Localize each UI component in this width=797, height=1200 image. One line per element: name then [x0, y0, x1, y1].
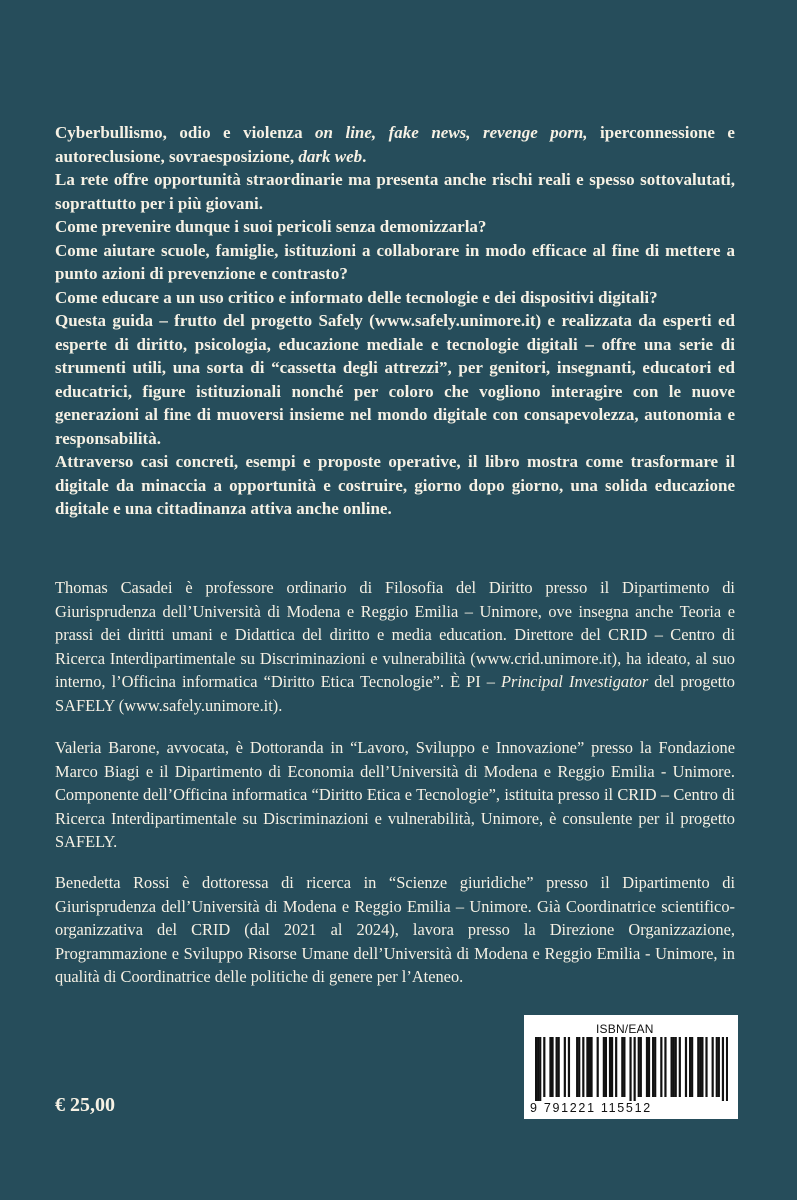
isbn-barcode-box: [524, 1015, 738, 1119]
barcode-bar: [564, 1037, 566, 1097]
text-run: Thomas Casadei è professore ordinario di Filosofia del Diritto presso il Dipartimento di Giurisprudenza dell’Università di Modena e Reggio Emilia – Unimore, ove insegna anche Teoria e prassi dei diritti umani e Didattica del diritto e media education. Direttore del CRID – Centro di Ricerca Interdipartimentale su Discriminazioni e vulnerabilità (www.crid.unimore.it), ha ideato, al suo interno, l’Officina informatica “Diritto Etica Tecnologie”. È PI –: [55, 578, 735, 691]
barcode-bar: [679, 1037, 681, 1097]
barcode-bar: [615, 1037, 617, 1097]
barcode-bar: [646, 1037, 648, 1097]
bio-rossi-text: Benedetta Rossi è dottoressa di ricerca in “Scienze giuridiche” presso il Dipartimento di Giurisprudenza dell’Università di Modena e Reggio Emilia – Unimore. Già Coordinatrice scientifico-organizzativa del CRID (dal 2021 al 2024), lavora presso la Direzione Organizzazione, Programmazione e Sviluppo Risorse Umane dell’Università di Modena e Reggio Emilia - Unimore, in qualità di Coordinatrice delle politiche di genere per l’Ateneo.: [55, 873, 735, 986]
barcode-bar: [582, 1037, 584, 1097]
barcode-bar: [588, 1037, 590, 1097]
italic-phrase: Principal Investigator: [501, 672, 649, 691]
italic-phrase: dark web: [298, 146, 363, 166]
barcode-bar: [640, 1037, 642, 1097]
barcode-bar: [664, 1037, 666, 1097]
text-run: Cyberbullismo, odio e violenza: [55, 123, 316, 142]
barcode-bar: [568, 1037, 570, 1097]
barcode-bar: [699, 1037, 701, 1097]
blurb-paragraph: Come aiutare scuole, famiglie, istituzioni a collaborare in modo efficace al fine di mettere a punto azioni di prevenzione e contrasto?: [55, 240, 735, 283]
barcode-bar: [652, 1037, 654, 1097]
barcode-bar: [629, 1037, 631, 1101]
author-bio-casadei: [55, 576, 735, 717]
barcode-bar: [726, 1037, 728, 1101]
text-run: .: [362, 146, 367, 166]
barcode-bar: [535, 1037, 537, 1101]
barcode-bar: [605, 1037, 607, 1097]
barcode-bar: [701, 1037, 703, 1097]
blurb-paragraph: La rete offre opportunità straordinarie ma presenta anche rischi reali e spesso sottovalutati, soprattutto per i più giovani.: [55, 170, 735, 213]
barcode-bar: [675, 1037, 677, 1097]
barcode-bar: [654, 1037, 656, 1097]
barcode-bar: [586, 1037, 588, 1097]
barcode-bar: [537, 1037, 539, 1101]
barcode-bar: [549, 1037, 551, 1097]
author-bio-rossi: [55, 871, 735, 989]
isbn-digits: 9 791221 115512: [530, 1101, 652, 1115]
price-label: € 25,00: [55, 1094, 115, 1116]
barcode-bar: [685, 1037, 687, 1097]
barcode-bar: [543, 1037, 545, 1097]
barcode-bar: [609, 1037, 611, 1097]
barcode-bar: [673, 1037, 675, 1097]
text-run: del progetto SAFELY (www.safely.unimore.it).: [55, 672, 735, 715]
isbn-label: ISBN/EAN: [596, 1022, 654, 1036]
barcode-bar: [539, 1037, 541, 1101]
barcode-bar: [718, 1037, 720, 1097]
barcode-bar: [590, 1037, 592, 1097]
barcode-bar: [671, 1037, 673, 1097]
author-bio-barone: [55, 736, 735, 854]
barcode-bar: [648, 1037, 650, 1097]
barcode-bar: [603, 1037, 605, 1097]
barcode-bar: [576, 1037, 578, 1097]
back-cover-blurb: [55, 121, 735, 521]
blurb-paragraph: Come prevenire dunque i suoi pericoli senza demonizzarla?: [55, 217, 487, 236]
barcode-bar: [638, 1037, 640, 1097]
text-run: iperconnessione e autoreclusione, sovraesposizione,: [55, 123, 735, 166]
barcode-bar: [634, 1037, 636, 1101]
barcode-bar: [597, 1037, 599, 1097]
barcode-image: [535, 1037, 728, 1101]
barcode-bar: [697, 1037, 699, 1097]
italic-phrase: on line, fake news, revenge porn,: [315, 123, 588, 142]
barcode-bar: [556, 1037, 558, 1097]
barcode-bar: [558, 1037, 560, 1097]
barcode-bar: [611, 1037, 613, 1097]
barcode-bar: [578, 1037, 580, 1097]
barcode-bar: [716, 1037, 718, 1097]
barcode-bar: [722, 1037, 724, 1101]
barcode-bar: [689, 1037, 691, 1097]
blurb-paragraph: Attraverso casi concreti, esempi e proposte operative, il libro mostra come trasformare il digitale da minaccia a opportunità e costruire, giorno dopo giorno, una solida educazione digitale e una cittadinanza attiva anche online.: [55, 452, 735, 518]
barcode-bar: [551, 1037, 553, 1097]
barcode-bar: [621, 1037, 623, 1097]
barcode-bar: [712, 1037, 714, 1097]
barcode-bar: [691, 1037, 693, 1097]
bio-casadei-text: [55, 576, 735, 717]
barcode-bar: [660, 1037, 662, 1097]
bio-barone-text: Valeria Barone, avvocata, è Dottoranda in “Lavoro, Sviluppo e Innovazione” presso la Fondazione Marco Biagi e il Dipartimento di Economia dell’Università di Modena e Reggio Emilia - Unimore. Componente dell’Officina informatica “Diritto Etica e Tecnologie”, istituita presso il CRID – Centro di Ricerca Interdipartimentale su Discriminazioni e vulnerabilità, Unimore, è consulente per il progetto SAFELY.: [55, 738, 735, 851]
barcode-bar: [623, 1037, 625, 1097]
blurb-paragraph: [55, 121, 735, 168]
blurb-paragraph: Questa guida – frutto del progetto Safely (www.safely.unimore.it) e realizzata da esperti ed esperte di diritto, psicologia, educazione mediale e tecnologie digitali – offre una serie di strumenti utili, una sorta di “cassetta degli attrezzi”, per genitori, insegnanti, educatori ed educatrici, figure istituzionali nonché per coloro che vogliono interagire con le nuove generazioni al fine di muoversi insieme nel mondo digitale con consapevolezza, autonomia e responsabilità.: [55, 311, 735, 448]
blurb-paragraph: Come educare a un uso critico e informato delle tecnologie e dei dispositivi digitali?: [55, 287, 658, 307]
barcode-bar: [705, 1037, 707, 1097]
